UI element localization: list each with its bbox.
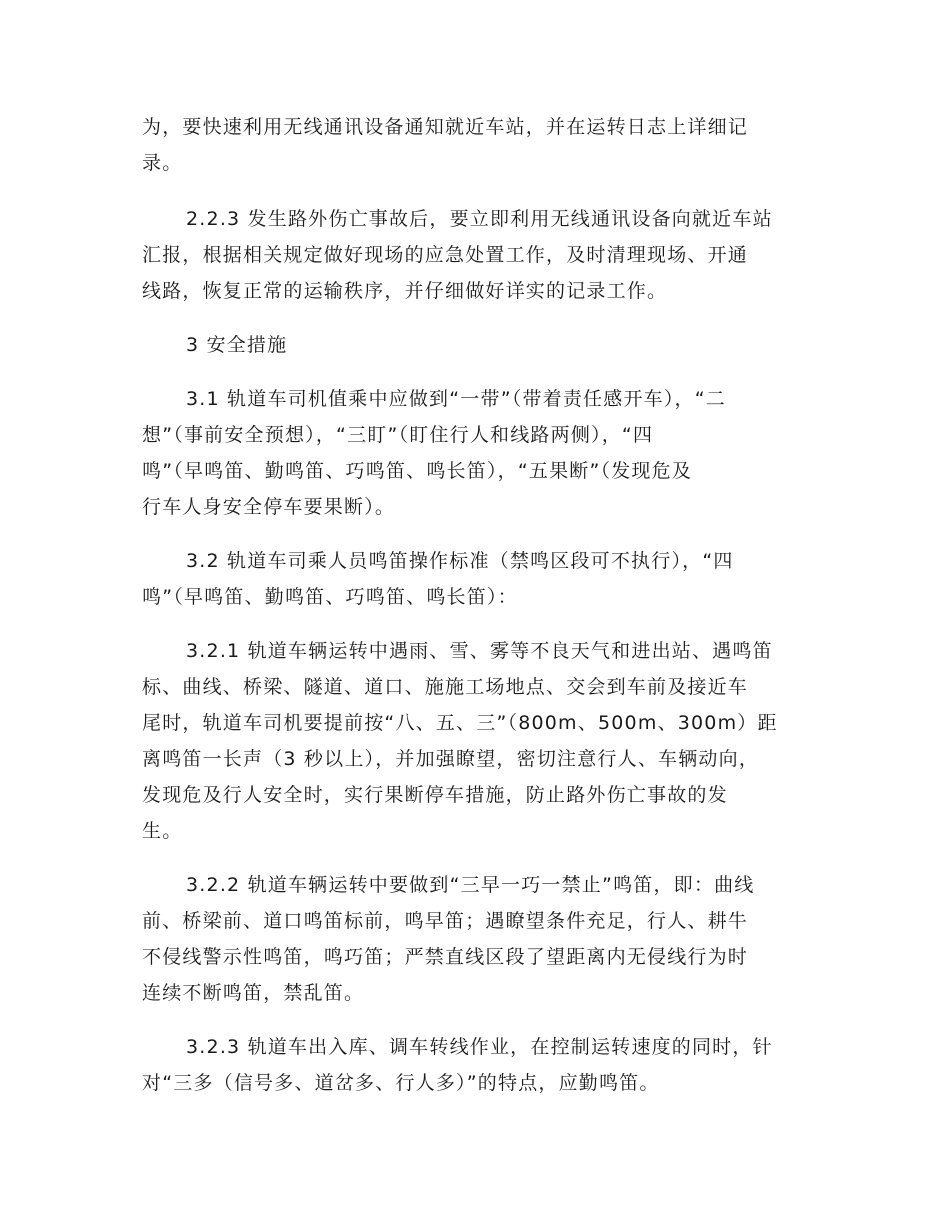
text-line: 对“三多（信号多、道岔多、行人多）”的特点，应勤鸣笛。 bbox=[142, 1072, 660, 1094]
text-line: 鸣”（早鸣笛、勤鸣笛、巧鸣笛、鸣长笛），“五果断”（发现危及 bbox=[142, 460, 693, 482]
paragraph-3-2-2 bbox=[142, 867, 814, 1011]
text-line: 3.2.2 轨道车辆运转中要做到“三早一巧一禁止”鸣笛，即：曲线 bbox=[186, 874, 755, 896]
text-line: 尾时，轨道车司机要提前按“八、五、三”（800m、500m、300m）距 bbox=[142, 712, 778, 734]
text-line: 录。 bbox=[142, 152, 183, 174]
text-line: 想”（事前安全预想），“三盯”（盯住行人和线路两侧），“四 bbox=[142, 424, 654, 446]
text-line: 线路，恢复正常的运输秩序，并仔细做好详实的记录工作。 bbox=[142, 280, 668, 302]
text-line: 3.2.1 轨道车辆运转中遇雨、雪、雾等不良天气和进出站、遇鸣笛 bbox=[186, 640, 773, 662]
text-line: 3.2.3 轨道车出入库、调车转线作业，在控制运转速度的同时，针 bbox=[186, 1036, 773, 1058]
section-heading-3 bbox=[142, 327, 814, 363]
paragraph-3-2 bbox=[142, 543, 814, 615]
paragraph-2-2-3 bbox=[142, 201, 814, 309]
paragraph-continuation bbox=[142, 109, 814, 181]
text-line: 连续不断鸣笛，禁乱笛。 bbox=[142, 982, 365, 1004]
text-line: 生。 bbox=[142, 820, 183, 842]
text-line: 前、桥梁前、道口鸣笛标前，鸣早笛；遇瞭望条件充足，行人、耕牛 bbox=[142, 910, 749, 932]
text-line: 为，要快速利用无线通讯设备通知就近车站，并在运转日志上详细记 bbox=[142, 116, 749, 138]
text-line: 2.2.3 发生路外伤亡事故后，要立即利用无线通讯设备向就近车站 bbox=[186, 208, 773, 230]
text-line: 鸣”（早鸣笛、勤鸣笛、巧鸣笛、鸣长笛）： bbox=[142, 586, 518, 608]
text-line: 标、曲线、桥梁、隧道、道口、施施工场地点、交会到车前及接近车 bbox=[142, 676, 749, 698]
paragraph-3-2-1 bbox=[142, 633, 814, 849]
text-line: 行车人身安全停车要果断）。 bbox=[142, 496, 396, 518]
paragraph-3-1 bbox=[142, 381, 814, 525]
text-line: 3.1 轨道车司机值乘中应做到“一带”（带着责任感开车），“二 bbox=[186, 388, 726, 410]
paragraph-3-2-3 bbox=[142, 1029, 814, 1101]
text-line: 3.2 轨道车司乘人员鸣笛操作标准（禁鸣区段可不执行），“四 bbox=[186, 550, 734, 572]
text-line: 离鸣笛一长声（3 秒以上），并加强瞭望，密切注意行人、车辆动向， bbox=[142, 748, 760, 770]
text-line: 不侵线警示性鸣笛，鸣巧笛；严禁直线区段了望距离内无侵线行为时 bbox=[142, 946, 749, 968]
text-line: 汇报，根据相关规定做好现场的应急处置工作，及时清理现场、开通 bbox=[142, 244, 749, 266]
heading-line: 3 安全措施 bbox=[186, 334, 288, 356]
text-line: 发现危及行人安全时，实行果断停车措施，防止路外伤亡事故的发 bbox=[142, 784, 728, 806]
